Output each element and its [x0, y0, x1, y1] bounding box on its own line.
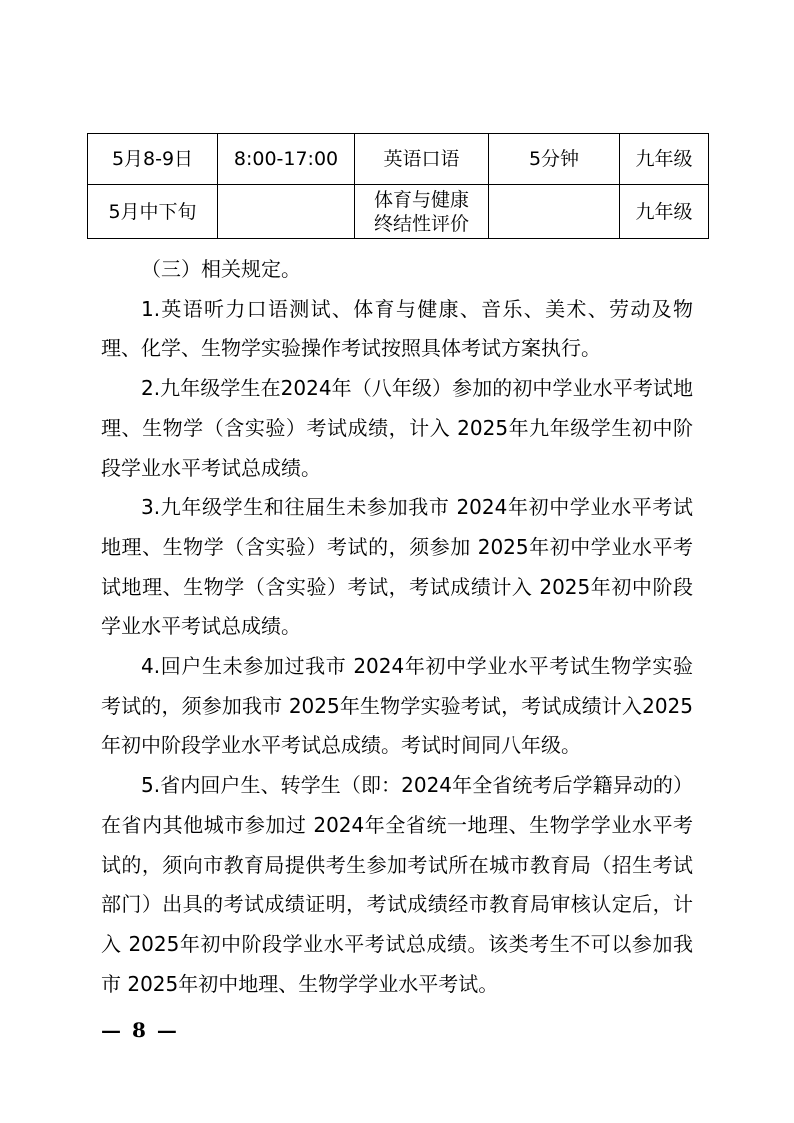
paragraph: 4.回户生未参加过我市 2024年初中学业水平考试生物学实验考试的，须参加我市 2025年生物学实验考试，考试成绩计入2025年初中阶段学业水平考试总成绩。考试时间同八年级。	[101, 654, 693, 758]
table-cell-time	[218, 185, 355, 239]
table-cell-subject	[355, 185, 489, 239]
paragraph: 2.九年级学生在2024年（八年级）参加的初中学业水平考试地理、生物学（含实验）考试成绩，计入 2025年九年级学生初中阶段学业水平考试总成绩。	[101, 376, 693, 480]
exam-schedule-table	[87, 133, 709, 239]
table-row	[88, 185, 709, 239]
subject-line: 英语口语	[383, 148, 460, 170]
table-cell-date: 5月8-9日	[88, 134, 218, 185]
table-cell-duration: 5分钟	[489, 134, 620, 185]
subject-line: 体育与健康	[373, 188, 469, 211]
table-row	[88, 134, 709, 185]
table-cell-grade: 九年级	[620, 134, 709, 185]
regulations-section	[101, 250, 693, 1004]
paragraph: 5.省内回户生、转学生（即：2024年全省统考后学籍异动的）在省内其他城市参加过 2024年全省统一地理、生物学学业水平考试的，须向市教育局提供考生参加考试所在城市教育局（招生考试部门）出具的考试成绩证明，考试成绩经市教育局审核认定后，计入 2025年初中阶段学业水平考试总成绩。该类考生不可以参加我市 2025年初中地理、生物学学业水平考试。	[101, 773, 693, 996]
table-cell-grade: 九年级	[620, 185, 709, 239]
table-cell-subject	[355, 134, 489, 185]
paragraph: 1.英语听力口语测试、体育与健康、音乐、美术、劳动及物理、化学、生物学实验操作考试按照具体考试方案执行。	[101, 296, 693, 361]
page-number: — 8 —	[101, 1018, 179, 1042]
table-cell-date: 5月中下旬	[88, 185, 218, 239]
paragraph: 3.九年级学生和往届生未参加我市 2024年初中学业水平考试地理、生物学（含实验）考试的，须参加 2025年初中学业水平考试地理、生物学（含实验）考试，考试成绩计入 2025年初中阶段学业水平考试总成绩。	[101, 495, 693, 639]
section-heading: （三）相关规定。	[141, 257, 301, 281]
table-cell-duration	[489, 185, 620, 239]
subject-line: 终结性评价	[373, 212, 469, 235]
table-cell-time: 8:00-17:00	[218, 134, 355, 185]
